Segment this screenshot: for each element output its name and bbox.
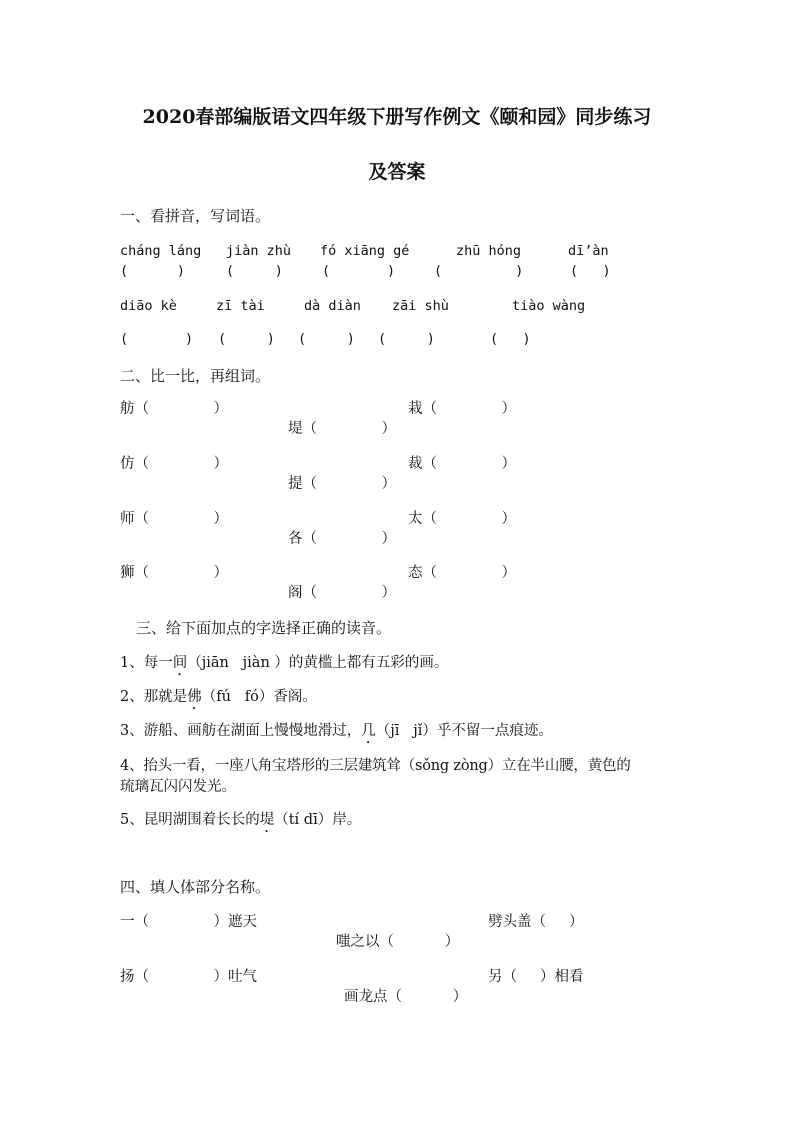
- question-4-line-2: 琉璃瓦闪闪发光。: [120, 779, 236, 795]
- blank-changlang[interactable]: ( ): [120, 263, 186, 279]
- compare-right[interactable]: 太（ ）: [408, 511, 517, 527]
- compare-left[interactable]: 师（ ）: [120, 511, 229, 527]
- idiom-mid-1[interactable]: 嗤之以（ ）: [336, 934, 460, 950]
- compare-right[interactable]: 裁（ ）: [408, 456, 517, 472]
- idiom-right-1[interactable]: 劈头盖（ ）: [488, 914, 584, 930]
- blank-zitai[interactable]: ( ): [218, 331, 275, 347]
- blank-dian[interactable]: ( ): [570, 263, 611, 279]
- idiom-left-2[interactable]: 扬（ ）吐气: [120, 969, 258, 985]
- blank-diaoke[interactable]: ( ): [120, 331, 194, 347]
- pinyin-diaoke: diāo kè: [120, 298, 177, 314]
- question-4-line-1: 4、抬头一看，一座八角宝塔形的三层建筑耸（sǒng zòng）立在半山腰，黄色的: [120, 758, 631, 774]
- idiom-right-2[interactable]: 另（ ）相看: [488, 969, 584, 985]
- section-2-heading: 二、比一比，再组词。: [120, 367, 271, 385]
- compare-mid[interactable]: 堤（ ）: [288, 421, 397, 437]
- compare-right[interactable]: 态（ ）: [408, 565, 517, 581]
- blank-dadian[interactable]: ( ): [298, 331, 355, 347]
- blank-foxiangge[interactable]: ( ): [322, 263, 396, 279]
- compare-left[interactable]: 狮（ ）: [120, 565, 229, 581]
- compare-mid[interactable]: 各（ ）: [288, 531, 397, 547]
- compare-right[interactable]: 栽（ ）: [408, 401, 517, 417]
- blank-zaishu[interactable]: ( ): [378, 331, 435, 347]
- question-5: 5、昆明湖围着长长的堤（tí dī）岸。: [120, 812, 362, 828]
- compare-left[interactable]: 仿（ ）: [120, 456, 229, 472]
- pinyin-foxiangge: fó xiāng gé: [320, 243, 410, 259]
- blank-jianzhu[interactable]: ( ): [226, 263, 283, 279]
- pinyin-zitai: zī tài: [216, 298, 265, 314]
- idiom-mid-2[interactable]: 画龙点（ ）: [344, 989, 468, 1005]
- section-1-heading: 一、看拼音，写词语。: [120, 207, 271, 225]
- pinyin-changlang: cháng láng: [120, 243, 202, 259]
- question-2: 2、那就是佛（fú fó）香阁。: [120, 689, 317, 705]
- compare-left[interactable]: 舫（ ）: [120, 401, 229, 417]
- compare-mid[interactable]: 阁（ ）: [288, 585, 397, 601]
- pinyin-dian: dī’àn: [568, 243, 609, 259]
- blank-zhuhong[interactable]: ( ): [434, 263, 524, 279]
- pinyin-zaishu: zāi shù: [392, 298, 449, 314]
- blank-tiaowang[interactable]: ( ): [490, 331, 531, 347]
- pinyin-dadian: dà diàn: [304, 298, 361, 314]
- pinyin-tiaowang: tiào wàng: [512, 298, 586, 314]
- question-3: 3、游船、画舫在湖面上慢慢地滑过，几（jī jǐ）乎不留一点痕迹。: [120, 723, 553, 739]
- title-line-2: 及答案: [368, 161, 426, 183]
- section-3-heading: 三、给下面加点的字选择正确的读音。: [136, 619, 392, 637]
- pinyin-zhuhong: zhū hóng: [456, 243, 522, 259]
- question-1: 1、每一间（jiān jiàn ）的黄槛上都有五彩的画。: [120, 655, 449, 671]
- idiom-left-1[interactable]: 一（ ）遮天: [120, 914, 258, 930]
- pinyin-jianzhu: jiàn zhù: [226, 243, 292, 259]
- title-line-1: 2020春部编版语文四年级下册写作例文《颐和园》同步练习: [142, 106, 652, 128]
- compare-mid[interactable]: 提（ ）: [288, 476, 397, 492]
- section-4-heading: 四、填人体部分名称。: [120, 878, 271, 896]
